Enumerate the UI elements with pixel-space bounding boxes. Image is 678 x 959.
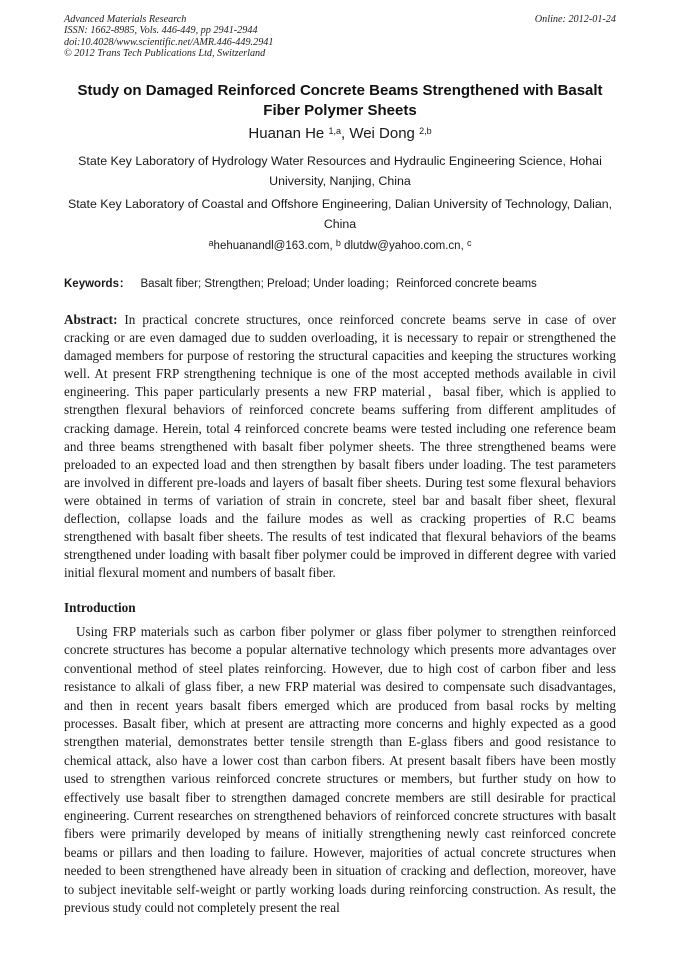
email-mark: b [335, 238, 341, 248]
abstract-paragraph [64, 311, 616, 582]
issn-line: ISSN: 1662-8985, Vols. 446-449, pp 2941-2944 [64, 25, 258, 37]
affiliation: State Key Laboratory of Coastal and Offshore Engineering, Dalian University of Technology, Dalian, China [67, 197, 613, 231]
author-affiliation-mark: 1,a [328, 126, 341, 136]
section-heading: Introduction [64, 600, 136, 615]
author-list [64, 123, 616, 145]
author-emails [64, 237, 616, 255]
journal-name: Advanced Materials Research [64, 14, 187, 25]
author-name: Wei Dong [349, 125, 415, 142]
paper-title: Study on Damaged Reinforced Concrete Beams Strengthened with Basalt Fiber Polymer Sheets [77, 82, 603, 119]
keywords-text: Basalt fiber; Strengthen; Preload; Under loading；Reinforced concrete beams [140, 278, 537, 290]
introduction-paragraph: Using FRP materials such as carbon fiber polymer or glass fiber polymer to strengthen reinforced concrete structures has become a popular alternative technology which presents more advantages over conventional method of steel plates reinforcing. However, due to high cost of carbon fiber and less resistance to alkali of glass fiber, a new FRP material was desired to compensate such disadvantages, and then in recent years basalt fibers emerged which are produced from basal rocks by melting processes. Basalt fiber, which at present are attracting more concerns and highly expected as a good strengthen material, demonstrates better tensile strength than E-glass fibers and good resistance to chemical attack, also have a lower cost than carbon fibers. At present basalt fibers have been mostly used to strengthen various reinforced concrete structures or members, but further study on how to effectively use basalt fiber to strengthen damaged concrete members are still desirable for practical engineering. Current researches on strengthened behaviors of reinforced concrete structures with basalt fibers were primarily developed by means of initially strengthening newly cast reinforced concrete beams or pillars and then loading to failure. However, majorities of actual concrete structures when needed to been strengthened have already been in situation of cracking and deflection, moreover, have to subject inevitable self-weight or partly working loads during reinforcing construction. As result, the previous study could not completely present the real [64, 624, 616, 916]
author-separator: , [340, 125, 350, 142]
email-address: dlutdw@yahoo.com.cn, [340, 240, 467, 252]
online-date: Online: 2012-01-24 [534, 14, 616, 25]
author-name: Huanan He [248, 125, 325, 142]
author-affiliation-mark: 2,b [419, 126, 432, 136]
publication-header [64, 14, 616, 60]
abstract-label: Abstract: [64, 312, 118, 327]
abstract-text: In practical concrete structures, once reinforced concrete beams serve in case of over cracking or are even damaged due to sudden overloading, it is necessary to repair or strengthened the damaged members for purpose of restoring the structural capacities and keeping the structures working well. At present FRP strengthening technique is one of the most accepted methods available in civil engineering. This paper particularly presents a new FRP material，basal fiber, which is applied to strengthen flexural behaviors of reinforced concrete beams suffering from different amplitudes of cracking damage. Herein, total 4 reinforced concrete beams were tested including one reference beam and three beams strengthened with basalt fiber polymer sheets. The three strengthened beams were preloaded to an expected load and then strengthen by basalt fibers under loading. The test parameters are involved in different pre-loads and layers of basalt fiber sheets. During test some flexural behaviors were obtained in terms of variation of strain in concrete, steel bar and basalt fiber sheet, flexural deflection, collapse loads and the failure modes as well as cracking properties of R.C beams strengthened with basalt fiber sheets. The results of test indicated that flexural behaviors of the beams strengthened under loading with basalt fiber polymer could be improved in different degree with varied initial flexural moment and numbers of basalt fiber. [64, 312, 616, 581]
keywords-line [64, 275, 616, 293]
email-mark: a [208, 238, 214, 248]
doi-line: doi:10.4028/www.scientific.net/AMR.446-449.2941 [64, 36, 274, 48]
email-address: hehuanandl@163.com, [213, 240, 336, 252]
email-mark: c [466, 238, 472, 248]
copyright-line: © 2012 Trans Tech Publications Ltd, Switzerland [64, 48, 266, 60]
affiliation: State Key Laboratory of Hydrology Water Resources and Hydraulic Engineering Science, Hohai University, Nanjing, China [78, 154, 602, 188]
keywords-label: Keywords： [64, 278, 131, 290]
